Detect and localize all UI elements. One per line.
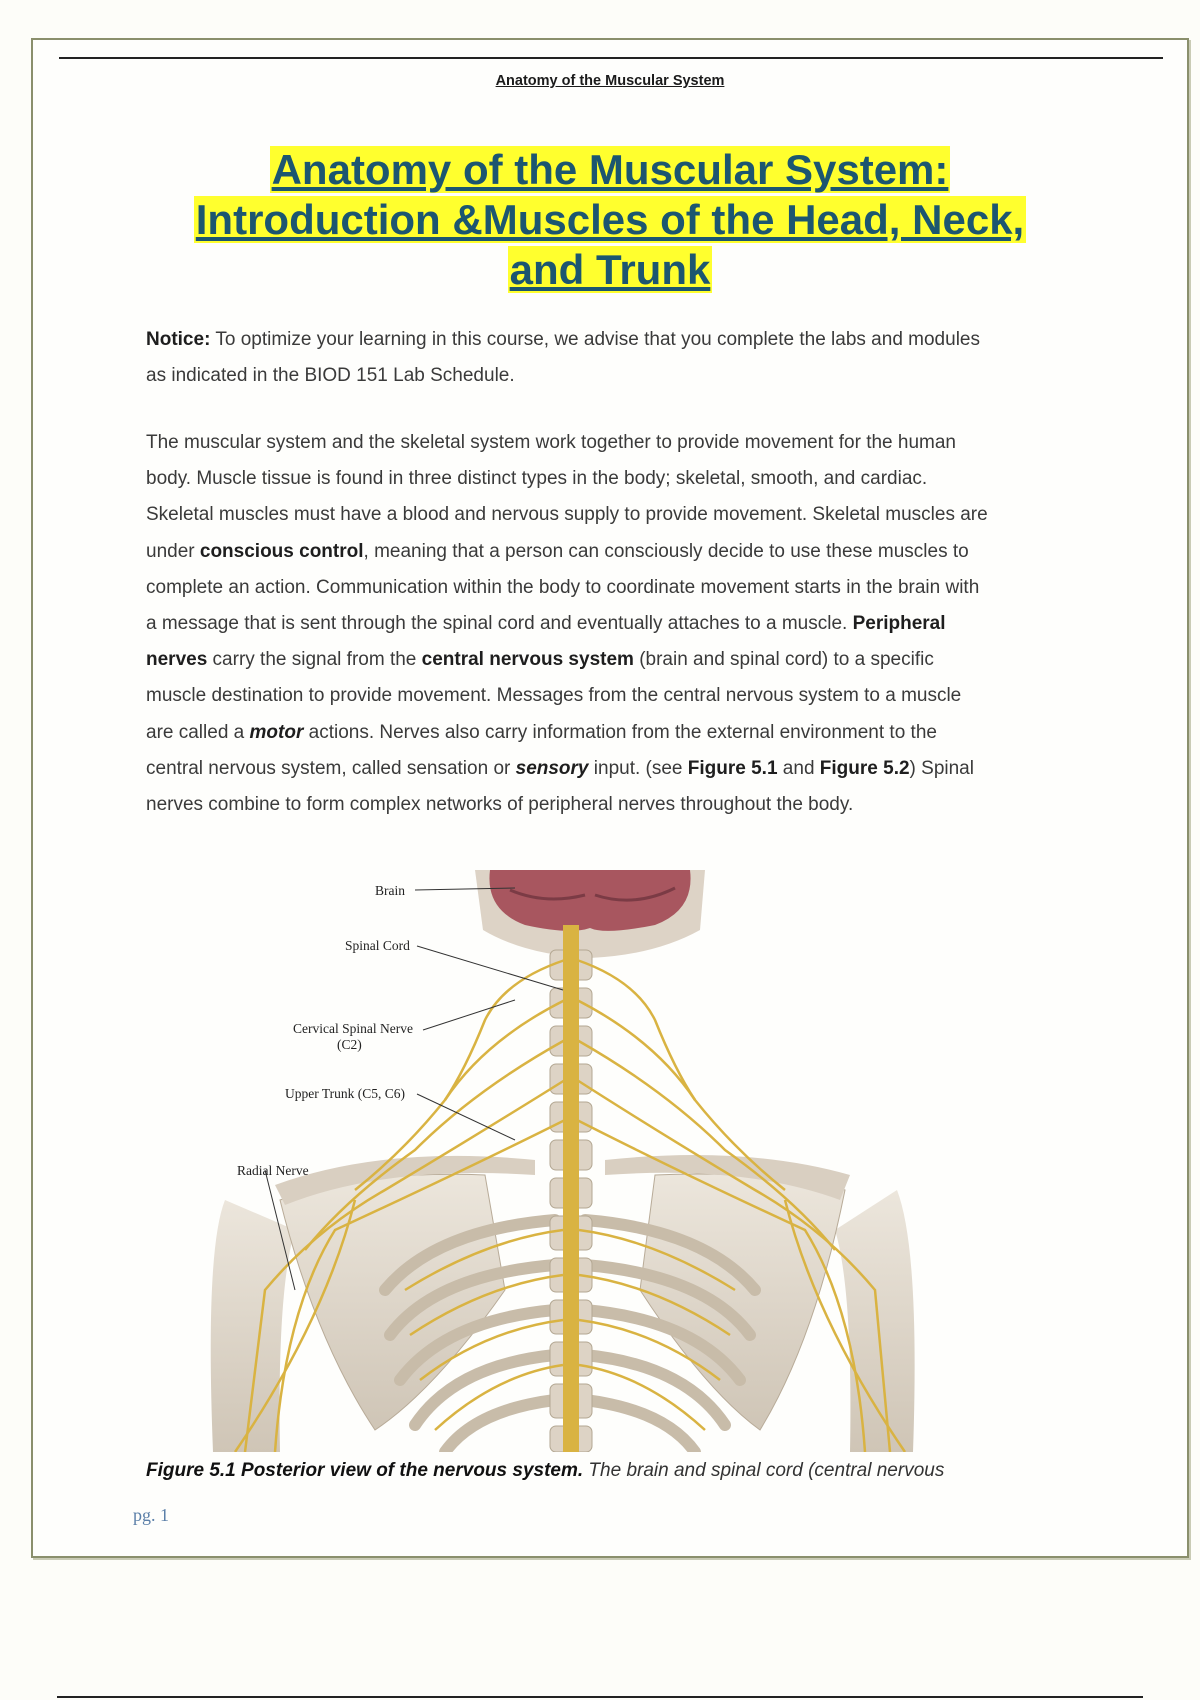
- title-line-2: Introduction &Muscles of the Head, Neck,: [195, 196, 1025, 243]
- para-line: and: [777, 757, 820, 779]
- para-line: muscle destination to provide movement. Messages from the central nervous system to a muscle: [146, 685, 962, 707]
- intro-paragraph: [146, 425, 1116, 823]
- term-sensory: sensory: [515, 757, 589, 779]
- para-line: central nervous system, called sensation or: [146, 757, 516, 779]
- label-radial-nerve: Radial Nerve: [237, 1163, 309, 1178]
- document-page: [31, 38, 1189, 1558]
- next-page-rule: [57, 1696, 1143, 1698]
- figure-ref-5-1[interactable]: Figure 5.1: [687, 757, 778, 779]
- term-motor: motor: [249, 721, 304, 743]
- term-peripheral: Peripheral: [852, 613, 946, 635]
- para-line: body. Muscle tissue is found in three distinct types in the body; skeletal, smooth, and cardiac.: [146, 468, 928, 490]
- notice-text-2: as indicated in the BIOD 151 Lab Schedule.: [146, 365, 515, 386]
- para-line: input. (see: [588, 757, 688, 779]
- para-line: carry the signal from the: [207, 649, 422, 671]
- para-line: The muscular system and the skeletal system work together to provide movement for the human: [146, 432, 956, 453]
- label-cervical-c2: (C2): [337, 1037, 362, 1052]
- para-line: ) Spinal: [909, 757, 974, 779]
- title-line-1: Anatomy of the Muscular System:: [271, 146, 949, 193]
- page-number: pg. 1: [133, 1505, 169, 1525]
- label-brain: Brain: [375, 883, 405, 898]
- para-line: are called a: [146, 721, 250, 743]
- term-nerves: nerves: [146, 649, 208, 671]
- header-rule: [59, 57, 1163, 59]
- label-spinal-cord: Spinal Cord: [345, 938, 410, 953]
- running-header: Anatomy of the Muscular System: [495, 73, 725, 89]
- term-cns: central nervous system: [421, 649, 634, 671]
- notice-text-1: To optimize your learning in this course, we advise that you complete the labs and modules: [210, 329, 980, 350]
- para-line: , meaning that a person can consciously decide to use these muscles to: [363, 540, 969, 562]
- nervous-system-figure: [185, 870, 937, 1452]
- para-line: nerves combine to form complex networks of peripheral nerves throughout the body.: [146, 794, 854, 816]
- right-humerus: [835, 1190, 915, 1452]
- para-line: actions. Nerves also carry information from the external environment to the: [303, 721, 937, 743]
- brain-illustration: [489, 870, 690, 931]
- figure-caption: [146, 1460, 944, 1482]
- spinal-cord: [563, 925, 579, 1452]
- notice-paragraph: [146, 322, 1116, 394]
- caption-title: Figure 5.1 Posterior view of the nervous system.: [146, 1460, 584, 1481]
- para-line: Skeletal muscles must have a blood and nervous supply to provide movement. Skeletal muscles are: [146, 504, 988, 526]
- para-line: (brain and spinal cord) to a specific: [633, 649, 934, 671]
- term-conscious-control: conscious control: [199, 540, 364, 562]
- notice-label: Notice:: [146, 329, 211, 350]
- para-line: under: [146, 540, 200, 562]
- label-upper-trunk: Upper Trunk (C5, C6): [285, 1086, 406, 1101]
- para-line: a message that is sent through the spinal cord and eventually attaches to a muscle.: [146, 613, 853, 635]
- title-line-3: and Trunk: [509, 246, 711, 293]
- label-cervical-nerve: Cervical Spinal Nerve: [293, 1021, 413, 1036]
- figure-ref-5-2[interactable]: Figure 5.2: [819, 757, 910, 779]
- caption-text: The brain and spinal cord (central nervous: [583, 1460, 945, 1481]
- page-title: [33, 145, 1187, 295]
- para-line: complete an action. Communication within the body to coordinate movement starts in the brain with: [146, 576, 980, 598]
